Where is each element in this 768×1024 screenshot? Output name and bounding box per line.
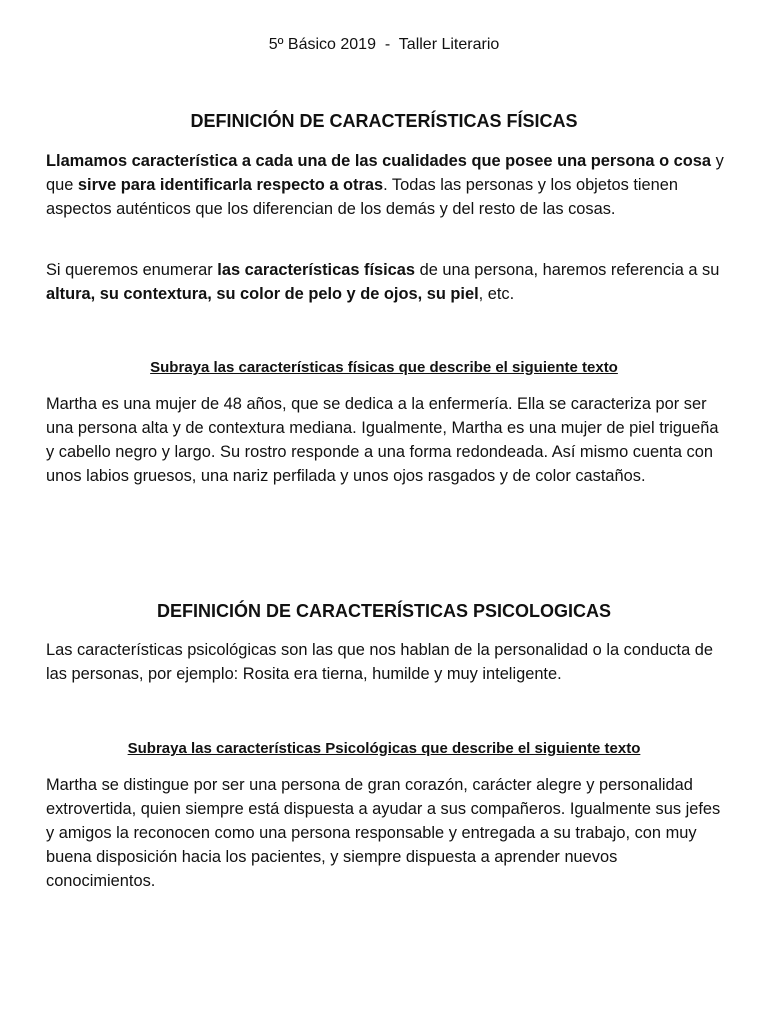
text-run: de una persona, haremos referencia a su bbox=[415, 261, 720, 279]
psychological-definition-paragraph: Las características psicológicas son las que nos hablan de la personalidad o la conducta de las personas, por ejemplo: Rosita era tierna, humilde y muy inteligente. bbox=[46, 641, 713, 683]
bold-phrase: las características físicas bbox=[217, 261, 416, 279]
section-title-physical: DEFINICIÓN DE CARACTERÍSTICAS FÍSICAS bbox=[190, 111, 578, 131]
instruction-psychological: Subraya las características Psicológicas que describe el siguiente texto bbox=[127, 740, 641, 757]
bold-phrase: Llamamos característica a cada una de las cualidades que posee una persona o cosa bbox=[46, 152, 712, 170]
psychological-exercise-text: Martha se distingue por ser una persona de gran corazón, carácter alegre y personalidad extrovertida, quien siempre está dispuesta a ayudar a sus compañeros. Igualmente sus jefes y amigos la reconocen como una persona responsable y entregada a su trabajo, con muy buena disposición hacia los pacientes, y siempre dispuesta a aprender nuevos conocimientos. bbox=[46, 776, 721, 890]
physical-exercise-text: Martha es una mujer de 48 años, que se dedica a la enfermería. Ella se caracteriza por ser una persona alta y de contextura mediana. Igualmente, Martha es una mujer de piel trigueña y cabello negro y largo. Su rostro responde a una forma redondeada. Así mismo cuenta con unos labios gruesos, una nariz perfilada y unos ojos rasgados y de color castaños. bbox=[46, 395, 719, 485]
bold-phrase: sirve para identificarla respecto a otras bbox=[77, 176, 384, 194]
bold-phrase: altura, su contextura, su color de pelo y de ojos, su piel bbox=[46, 285, 479, 303]
text-run: y que bbox=[46, 152, 724, 194]
section-title-psychological: DEFINICIÓN DE CARACTERÍSTICAS PSICOLOGICAS bbox=[156, 601, 612, 621]
physical-definition-paragraph bbox=[46, 149, 726, 221]
instruction-physical: Subraya las características físicas que describe el siguiente texto bbox=[150, 359, 618, 376]
text-run: Si queremos enumerar bbox=[46, 261, 218, 279]
text-run: . Todas las personas y los objetos tienen aspectos auténticos que los diferencian de los demás y del resto de las cosas. bbox=[46, 176, 679, 218]
text-run: , etc. bbox=[478, 285, 515, 303]
physical-enumeration-paragraph bbox=[46, 258, 726, 306]
page-header: 5º Básico 2019 - Taller Literario bbox=[268, 36, 500, 53]
